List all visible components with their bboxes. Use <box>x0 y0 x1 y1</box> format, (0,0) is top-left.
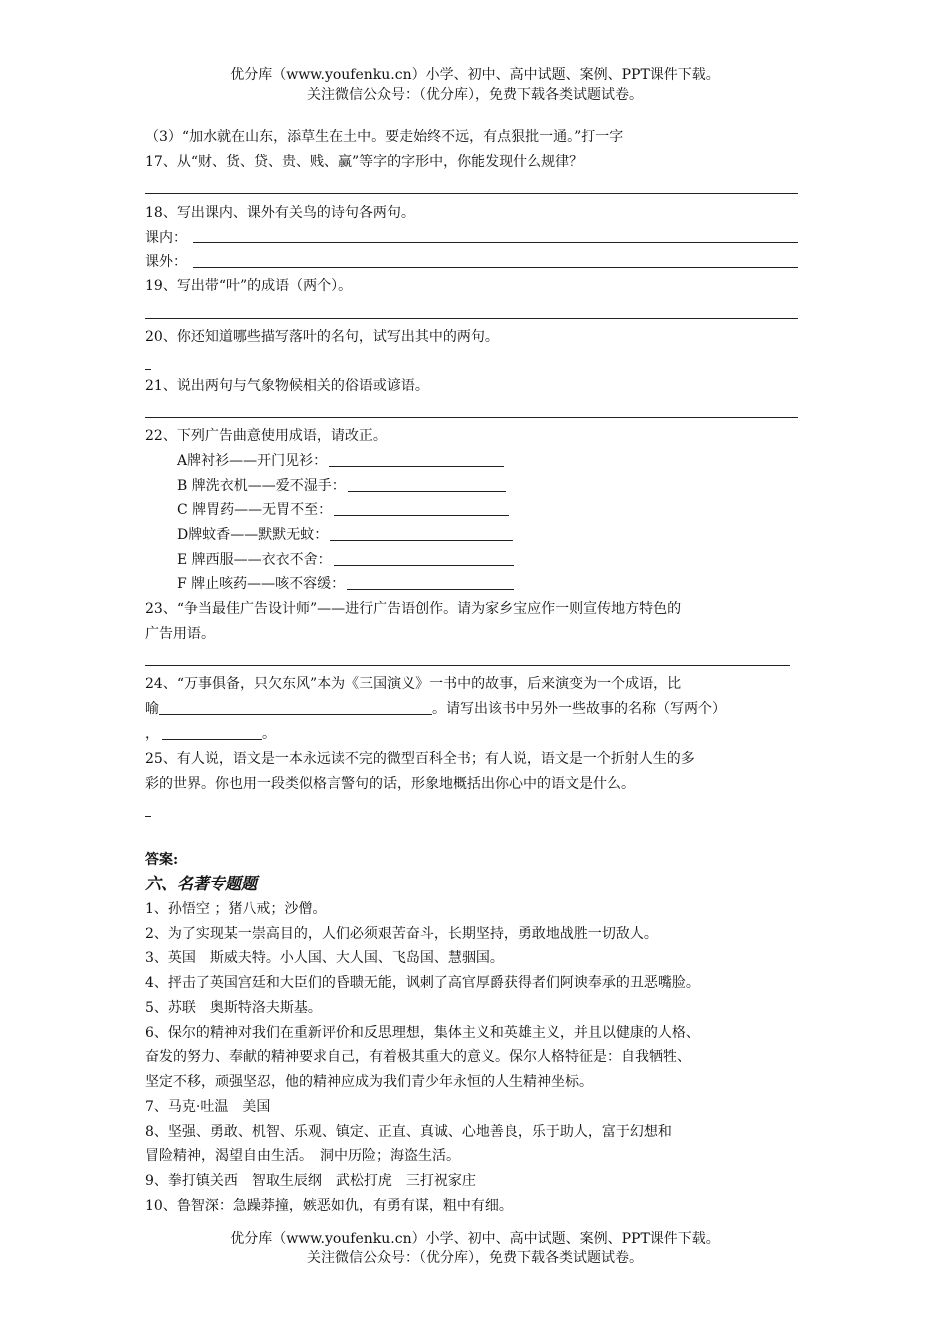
question-22-item-label: A牌衬衫——开门见衫： <box>177 453 328 469</box>
answers-section-title: 六、名著专题题 <box>145 874 258 893</box>
question-20: 20、你还知道哪些描写落叶的名句，试写出其中的两句。 <box>145 329 499 345</box>
page-header-line2: 关注微信公众号：（优分库），免费下载各类试题试卷。 <box>307 87 643 103</box>
question-25-line2: 彩的世界。你也用一段类似格言警句的话，形象地概括出你心中的语文是什么。 <box>145 776 635 792</box>
question-24-text: 喻 <box>145 701 159 717</box>
question-24-line1: 24、“万事俱备，只欠东风”本为《三国演义》一书中的故事，后来演变为一个成语，比 <box>145 676 682 692</box>
question-22-item <box>177 476 506 496</box>
question-24-text: ， <box>145 726 159 742</box>
answer-line: 冒险精神，渴望自由生活。 洞中历险；海盗生活。 <box>145 1148 460 1164</box>
question-22-item <box>177 574 514 594</box>
page-footer-line1: 优分库（www.youfenku.cn）小学、初中、高中试题、案例、PPT课件下载。 <box>230 1231 720 1247</box>
question-22-item-label: E 牌西服——衣衣不舍： <box>177 552 332 568</box>
question-24-text: 。 <box>262 726 276 742</box>
answer-blank-22b[interactable] <box>348 477 506 492</box>
question-16-3: （3）“加水就在山东，添草生在土中。要走始终不远，有点狠批一通。”打一字 <box>145 129 624 145</box>
question-22-item <box>177 550 514 570</box>
answer-blank-22a[interactable] <box>329 452 504 467</box>
question-18-in-label: 课内： <box>145 230 187 246</box>
answers-label: 答案: <box>145 852 179 868</box>
answer-line: 4、抨击了英国宫廷和大臣们的昏聩无能，讽刺了高官厚爵获得者们阿谀奉承的丑恶嘴脸。 <box>145 975 700 991</box>
question-22-item <box>177 500 509 520</box>
question-18-out-label: 课外： <box>145 254 187 270</box>
question-24-line3 <box>145 724 276 744</box>
question-22: 22、下列广告曲意使用成语，请改正。 <box>145 428 387 444</box>
answer-blank-22d[interactable] <box>330 526 513 541</box>
question-19: 19、写出带“叶”的成语（两个）。 <box>145 278 353 294</box>
page-footer-line2: 关注微信公众号：（优分库），免费下载各类试题试卷。 <box>307 1250 643 1266</box>
question-24-line2 <box>145 699 726 719</box>
answer-line: 7、马克·吐温 美国 <box>145 1099 271 1115</box>
question-17: 17、从“财、货、贷、贵、贱、赢”等字的字形中，你能发现什么规律？ <box>145 154 584 170</box>
question-21: 21、说出两句与气象物候相关的俗语或谚语。 <box>145 378 429 394</box>
question-22-item <box>177 451 504 471</box>
question-23-line1: 23、“争当最佳广告设计师”——进行广告语创作。请为家乡宝应作一则宣传地方特色的 <box>145 601 682 617</box>
answer-line: 5、苏联 奥斯特洛夫斯基。 <box>145 1000 322 1016</box>
answer-line: 6、保尔的精神对我们在重新评价和反思理想，集体主义和英雄主义，并且以健康的人格、 <box>145 1025 700 1041</box>
answer-line: 9、拳打镇关西 智取生辰纲 武松打虎 三打祝家庄 <box>145 1173 476 1189</box>
answer-line: 8、坚强、勇敢、机智、乐观、镇定、正直、真诚、心地善良，乐于助人，富于幻想和 <box>145 1124 672 1140</box>
question-22-item <box>177 525 513 545</box>
answer-blank-22f[interactable] <box>347 575 514 590</box>
answer-mark-25[interactable] <box>145 816 151 817</box>
answer-line: 10、鲁智深：急躁莽撞，嫉恶如仇，有勇有谋，粗中有细。 <box>145 1198 513 1214</box>
answer-line-19[interactable] <box>145 318 798 319</box>
answer-line: 2、为了实现某一崇高目的，人们必须艰苦奋斗，长期坚持，勇敢地战胜一切敌人。 <box>145 926 658 942</box>
answer-line: 坚定不移，顽强坚忍，他的精神应成为我们青少年永恒的人生精神坐标。 <box>145 1074 593 1090</box>
answer-line-17[interactable] <box>145 193 798 194</box>
question-22-item-label: B 牌洗衣机——爱不湿手： <box>177 478 346 494</box>
question-24-text: 。请写出该书中另外一些故事的名称（写两个） <box>432 701 726 717</box>
question-25-line1: 25、有人说，语文是一本永远读不完的微型百科全书；有人说，语文是一个折射人生的多 <box>145 751 695 767</box>
question-23-line2: 广告用语。 <box>145 626 215 642</box>
answer-mark-20[interactable] <box>145 369 151 370</box>
question-22-item-label: C 牌胃药——无胃不至： <box>177 502 333 518</box>
answer-line: 3、英国 斯威夫特。小人国、大人国、飞岛国、慧骃国。 <box>145 950 504 966</box>
answer-line-23[interactable] <box>145 665 790 666</box>
answer-blank-22e[interactable] <box>334 551 514 566</box>
answer-line-18-out[interactable] <box>193 267 798 268</box>
answer-blank-24b[interactable] <box>162 725 262 740</box>
answer-line-18-in[interactable] <box>193 242 798 243</box>
answer-line-21[interactable] <box>145 417 798 418</box>
answer-blank-24a[interactable] <box>159 700 432 715</box>
answer-line: 1、孙悟空 ；猪八戒；沙僧。 <box>145 901 327 917</box>
question-18: 18、写出课内、课外有关鸟的诗句各两句。 <box>145 205 415 221</box>
answer-blank-22c[interactable] <box>334 501 509 516</box>
page-header-line1: 优分库（www.youfenku.cn）小学、初中、高中试题、案例、PPT课件下载。 <box>230 67 720 83</box>
question-22-item-label: D牌蚊香——默默无蚊： <box>177 527 329 543</box>
answer-line: 奋发的努力、奉献的精神要求自己，有着极其重大的意义。保尔人格特征是：自我牺牲、 <box>145 1049 691 1065</box>
question-22-item-label: F 牌止咳药——咳不容缓： <box>177 576 346 592</box>
